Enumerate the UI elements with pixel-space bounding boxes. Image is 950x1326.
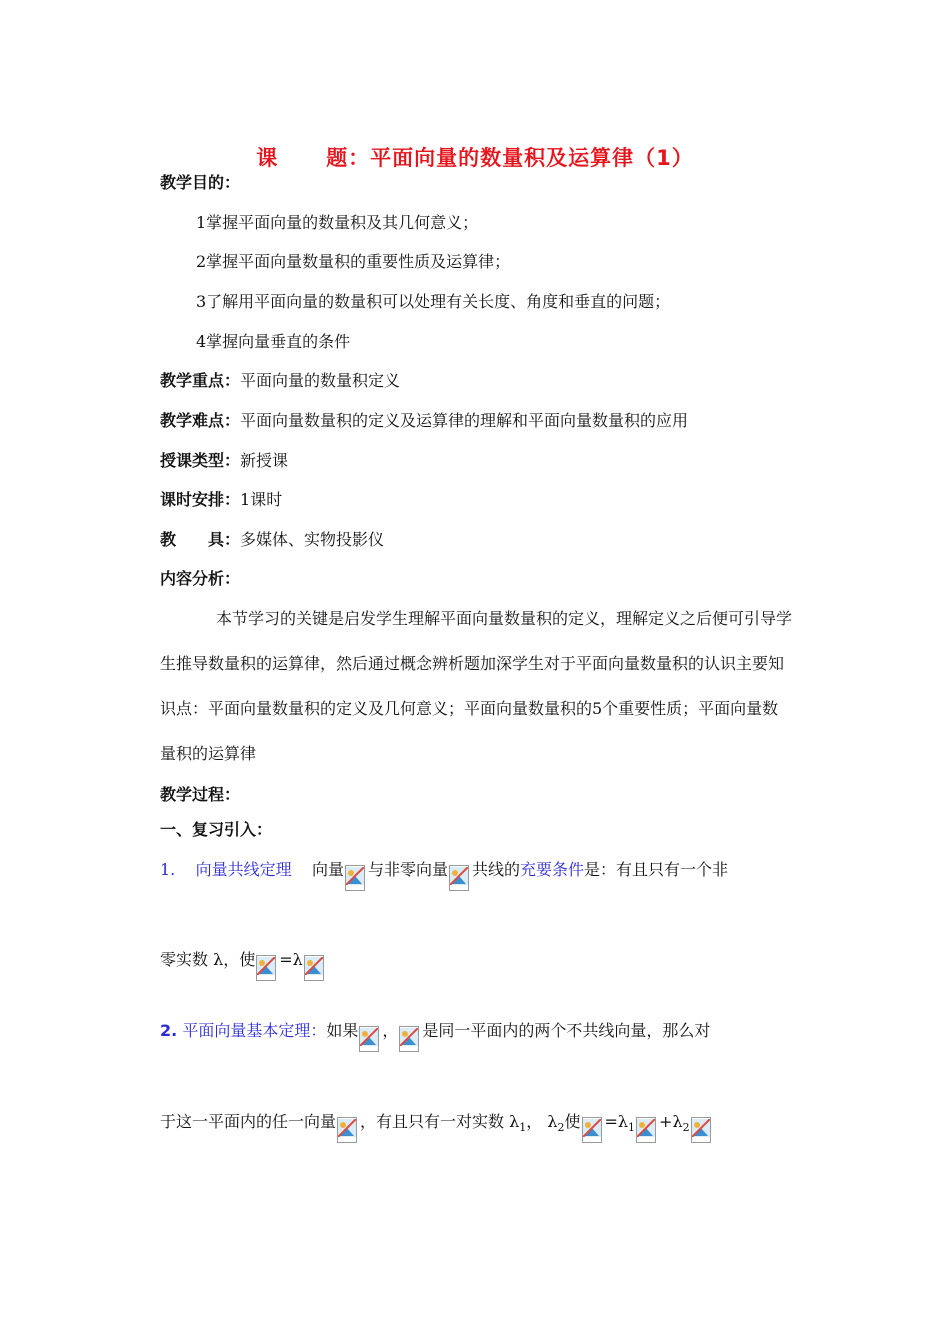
- broken-image-icon: [256, 949, 278, 983]
- title-left: 课: [256, 146, 279, 170]
- item2-line2: [160, 1111, 714, 1145]
- item1-line1: [160, 859, 728, 893]
- item1-text: =λ: [279, 950, 303, 969]
- title-right: 题：平面向量的数量积及运算律（1）: [326, 146, 694, 170]
- process-heading: 教学过程：: [160, 785, 241, 804]
- field-value: 1课时: [240, 490, 283, 509]
- broken-image-icon: [691, 1111, 713, 1145]
- item2-number: 2.: [160, 1021, 178, 1040]
- field-value: 新授课: [240, 451, 289, 470]
- item2-text: 使: [564, 1112, 581, 1131]
- field-value: 平面向量数量积的定义及运算律的理解和平面向量数量积的应用: [240, 411, 689, 430]
- item2-line1: [160, 1020, 710, 1054]
- broken-image-icon: [399, 1020, 421, 1054]
- field-focus: [160, 370, 400, 392]
- field-tools: [160, 529, 384, 551]
- goal-item: 1掌握平面向量的数量积及其几何意义；: [196, 213, 479, 232]
- analysis-paragraph: [160, 596, 792, 776]
- item1-text: 共线的: [472, 860, 521, 879]
- subscript: 1: [519, 1121, 527, 1134]
- item2-text: 如果: [326, 1021, 359, 1040]
- item2-text: 于这一平面内的任一向量: [160, 1112, 337, 1131]
- broken-image-icon: [304, 949, 326, 983]
- analysis-heading: 内容分析：: [160, 569, 241, 588]
- page-title: [0, 142, 950, 172]
- goal-item: 3了解用平面向量的数量积可以处理有关长度、角度和垂直的问题；: [196, 292, 671, 311]
- item2-text: +λ: [659, 1112, 683, 1131]
- broken-image-icon: [636, 1111, 658, 1145]
- item1-condition-link[interactable]: 充要条件: [520, 860, 585, 879]
- subscript: 1: [628, 1121, 636, 1134]
- item1-term-link[interactable]: 向量共线定理: [195, 860, 292, 879]
- item2-text: 是同一平面内的两个不共线向量，那么对: [422, 1021, 711, 1040]
- item1-text: 零实数 λ，使: [160, 950, 256, 969]
- goal-item: 2掌握平面向量数量积的重要性质及运算律；: [196, 252, 511, 271]
- item2-text: ，有且只有一对实数 λ: [360, 1112, 520, 1131]
- item1-text: 向量: [311, 860, 344, 879]
- field-label: 教学重点：: [160, 371, 241, 390]
- broken-image-icon: [345, 859, 367, 893]
- field-type: [160, 450, 288, 472]
- item2-text: =λ: [604, 1112, 629, 1131]
- subscript: 2: [682, 1121, 690, 1134]
- field-label: 课时安排：: [160, 490, 241, 509]
- item2-term-link[interactable]: 平面向量基本定理：: [182, 1021, 327, 1040]
- field-label: 教 具：: [160, 530, 241, 549]
- broken-image-icon: [359, 1020, 381, 1054]
- broken-image-icon: [337, 1111, 359, 1145]
- item2-text: ， λ: [526, 1112, 558, 1131]
- broken-image-icon: [449, 859, 471, 893]
- analysis-text: 本节学习的关键是启发学生理解平面向量数量积的定义，理解定义之后便可引导学生推导数量积的运算律，然后通过概念辨析题加深学生对于平面向量数量积的认识主要知识点：平面向量数量积的定义及几何意义；平面向量数量积的5个重要性质；平面向量数量积的运算律: [160, 609, 793, 763]
- broken-image-icon: [582, 1111, 604, 1145]
- field-value: 平面向量的数量积定义: [240, 371, 401, 390]
- item1-line2: [160, 949, 327, 983]
- field-hours: [160, 489, 282, 511]
- subscript: 2: [557, 1121, 565, 1134]
- item1-text: 与非零向量: [367, 860, 448, 879]
- section1-heading: 一、复习引入：: [160, 820, 273, 839]
- item1-text: 是：有且只有一个非: [584, 860, 729, 879]
- field-value: 多媒体、实物投影仪: [240, 530, 385, 549]
- item1-number: 1.: [160, 860, 176, 879]
- goals-heading: 教学目的：: [160, 173, 241, 192]
- goal-item: 4掌握向量垂直的条件: [196, 332, 351, 351]
- field-label: 教学难点：: [160, 411, 241, 430]
- field-label: 授课类型：: [160, 451, 241, 470]
- item2-text: ，: [382, 1021, 399, 1040]
- field-difficulty: [160, 410, 688, 432]
